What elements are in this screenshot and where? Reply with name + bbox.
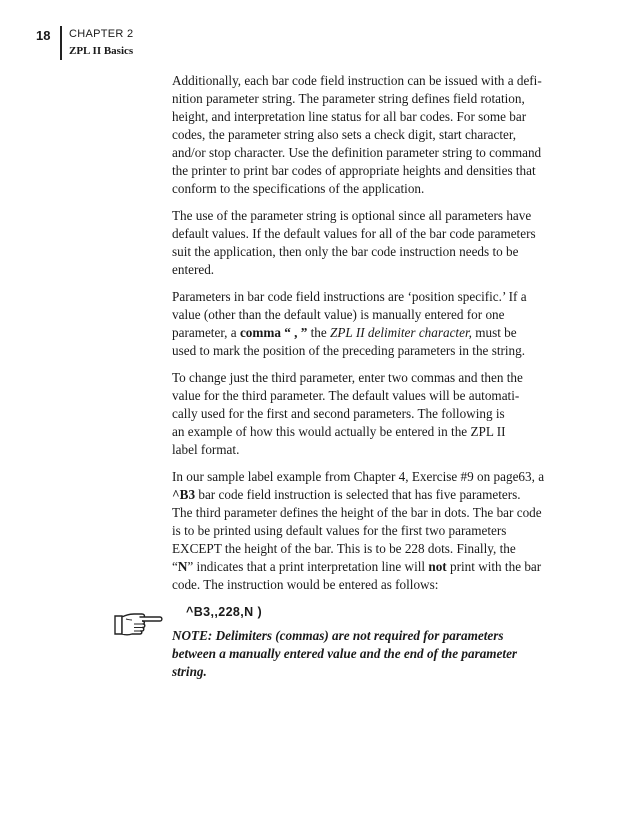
text-segment: the [307, 325, 331, 340]
text-line [172, 324, 577, 342]
text-line: The third parameter defines the height of the bar in dots. The bar code [172, 505, 542, 520]
text-line [172, 486, 577, 504]
text-line: conform to the specifications of the application. [172, 181, 425, 196]
text-segment: ” indicates that a print interpretation line will [187, 559, 429, 574]
text-line: string. [172, 664, 207, 679]
page-body [172, 72, 577, 681]
parameter-term: N [177, 559, 188, 574]
text-line: Parameters in bar code field instructions are ‘position specific.’ If a [172, 289, 527, 304]
text-line: value (other than the default value) is manually entered for one [172, 307, 505, 322]
header-divider [60, 26, 62, 60]
text-line: The use of the parameter string is optional since all parameters have [172, 208, 532, 223]
text-line: codes, the parameter string also sets a check digit, start character, [172, 127, 517, 142]
text-line: To change just the third parameter, enter two commas and then the [172, 370, 523, 385]
text-line: the printer to print bar codes of appropriate heights and densities that [172, 163, 536, 178]
delimiter-term: ZPL II delimiter character, [330, 325, 472, 340]
paragraph-definition-string [172, 72, 577, 198]
note-text [172, 627, 577, 681]
text-line: default values. If the default values for all of the bar code parameters [172, 226, 536, 241]
command-term: ^B3 [172, 487, 196, 502]
code-example: ^B3,,228,N ) [186, 605, 263, 619]
chapter-label: CHAPTER 2 [69, 28, 134, 40]
page-number: 18 [36, 28, 51, 43]
text-line: cally used for the first and second parameters. The following is [172, 406, 505, 421]
text-segment: bar code field instruction is selected that has five parameters. [195, 487, 521, 502]
text-line: nition parameter string. The parameter string defines field rotation, [172, 91, 525, 106]
pointing-hand-icon [112, 607, 164, 639]
text-line: suit the application, then only the bar code instruction needs to be [172, 244, 519, 259]
text-line: between a manually entered value and the end of the parameter [172, 646, 518, 661]
text-segment: print with the bar [446, 559, 542, 574]
text-segment: must be [471, 325, 517, 340]
text-line: EXCEPT the height of the bar. This is to be 228 dots. Finally, the [172, 541, 516, 556]
text-line: an example of how this would actually be entered in the ZPL II [172, 424, 506, 439]
text-line: height, and interpretation line status for all bar codes. For some bar [172, 109, 527, 124]
paragraph-sample-label [172, 468, 577, 594]
text-line: In our sample label example from Chapter 4, Exercise #9 on page63, a [172, 469, 545, 484]
paragraph-position-specific [172, 288, 577, 360]
text-line: label format. [172, 442, 240, 457]
text-line: Additionally, each bar code field instruction can be issued with a defi- [172, 73, 542, 88]
paragraph-third-parameter [172, 369, 577, 459]
text-line: value for the third parameter. The default values will be automati- [172, 388, 520, 403]
comma-term: comma “ , ” [239, 325, 308, 340]
emphasis-term: not [428, 559, 447, 574]
text-line: code. The instruction would be entered as follows: [172, 577, 439, 592]
chapter-title: ZPL II Basics [69, 45, 134, 57]
text-segment: parameter, a [172, 325, 240, 340]
text-line: used to mark the position of the preceding parameters in the string. [172, 343, 526, 358]
text-segment: “ [172, 559, 178, 574]
text-line [172, 558, 577, 576]
text-line: NOTE: Delimiters (commas) are not required for parameters [172, 628, 504, 643]
paragraph-optional-parameters [172, 207, 577, 279]
text-line: and/or stop character. Use the definition parameter string to command [172, 145, 542, 160]
text-line: entered. [172, 262, 215, 277]
text-line: is to be printed using default values for the first two parameters [172, 523, 507, 538]
